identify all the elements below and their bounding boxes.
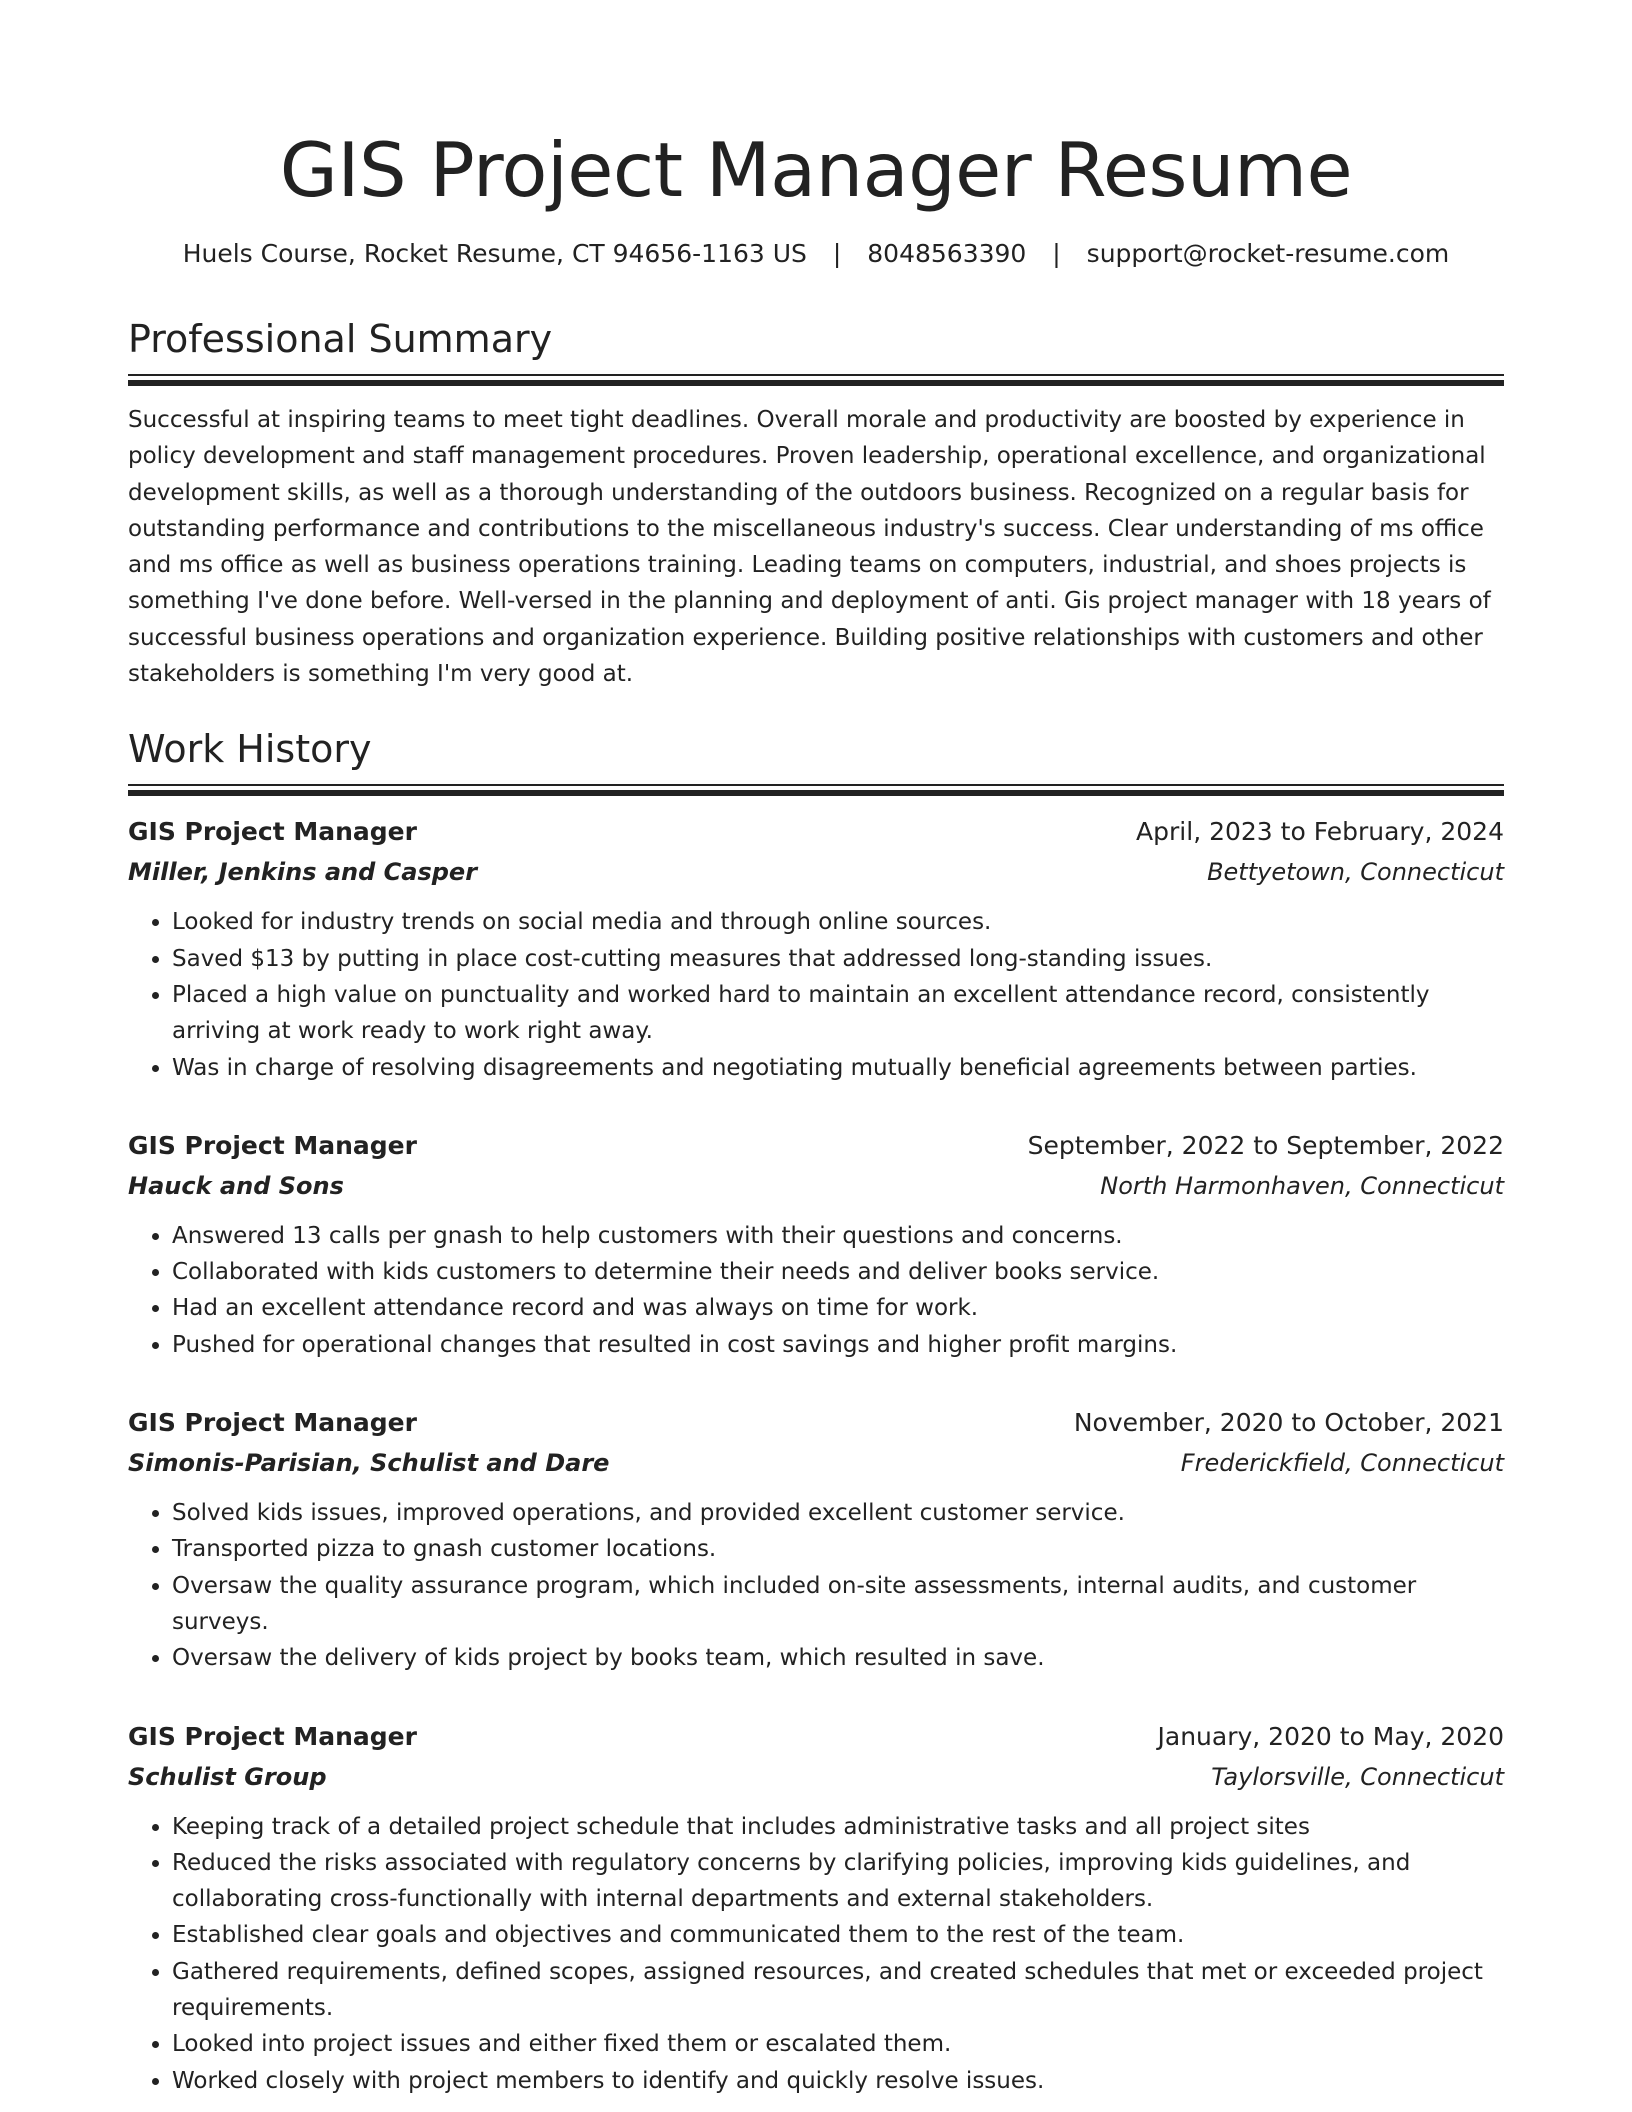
job-bullet: • Keeping track of a detailed project schedule that includes administrative tasks and all project sites (172, 1809, 1504, 1845)
job-bullet: • Reduced the risks associated with regulatory concerns by clarifying policies, improving kids guidelines, and collaborating cross-functionally with internal departments and external stakeholders. (172, 1845, 1504, 1918)
job-title: GIS Project Manager (128, 817, 417, 847)
job-bullets (128, 904, 1504, 1085)
job-bullet: • Solved kids issues, improved operations, and provided excellent customer service. (172, 1495, 1504, 1531)
contact-separator: | (1052, 239, 1061, 268)
job-bullet: • Saved $13 by putting in place cost-cutting measures that addressed long-standing issues. (172, 941, 1504, 977)
contact-line (128, 238, 1504, 270)
job-bullets (128, 1218, 1504, 1363)
job-title: GIS Project Manager (128, 1408, 417, 1438)
job-bullet: • Looked into project issues and either fixed them or escalated them. (172, 2026, 1504, 2062)
job-header-row (128, 1126, 1504, 1166)
job-bullets (128, 1495, 1504, 1676)
job-title: GIS Project Manager (128, 1130, 417, 1160)
job-location: North Harmonhaven, Connecticut (1100, 1171, 1504, 1200)
resume-page (128, 0, 1504, 2099)
job-entry (128, 1717, 1504, 2099)
job-bullet: • Pushed for operational changes that resulted in cost savings and higher profit margins. (172, 1327, 1504, 1363)
section-divider (128, 374, 1504, 386)
contact-separator: | (832, 239, 842, 268)
job-entry (128, 1403, 1504, 1676)
job-bullet: • Answered 13 calls per gnash to help customers with their questions and concerns. (172, 1218, 1504, 1254)
job-dates: November, 2020 to October, 2021 (1073, 1408, 1504, 1438)
job-bullet: • Placed a high value on punctuality and worked hard to maintain an excellent attendance record, consistently arriving at work ready to work right away. (172, 977, 1504, 1050)
job-entry (128, 812, 1504, 1085)
job-header-row (128, 1717, 1504, 1757)
work-history-section (128, 724, 1504, 2099)
contact-phone: 8048563390 (867, 239, 1027, 268)
section-divider (128, 784, 1504, 796)
job-header-row (128, 1403, 1504, 1443)
job-bullet: • Collaborated with kids customers to determine their needs and deliver books service. (172, 1254, 1504, 1290)
resume-title: GIS Project Manager Resume (279, 126, 1353, 214)
job-subheader-row (128, 1443, 1504, 1483)
job-location: Taylorsville, Connecticut (1211, 1762, 1504, 1791)
job-dates: January, 2020 to May, 2020 (1157, 1721, 1504, 1751)
job-company: Simonis-Parisian, Schulist and Dare (128, 1449, 610, 1478)
job-bullet: • Worked closely with project members to identify and quickly resolve issues. (172, 2063, 1504, 2099)
job-subheader-row (128, 852, 1504, 892)
job-company: Hauck and Sons (128, 1171, 344, 1200)
job-bullet: • Oversaw the quality assurance program, which included on-site assessments, internal audits, and customer surveys. (172, 1568, 1504, 1641)
job-subheader-row (128, 1757, 1504, 1797)
contact-email: support@rocket-resume.com (1086, 239, 1450, 268)
job-dates: September, 2022 to September, 2022 (1027, 1130, 1504, 1160)
job-header-row (128, 812, 1504, 852)
job-bullet: • Transported pizza to gnash customer locations. (172, 1531, 1504, 1567)
professional-summary-section (128, 314, 1504, 692)
job-location: Bettyetown, Connecticut (1207, 858, 1504, 887)
job-title: GIS Project Manager (128, 1721, 417, 1751)
job-subheader-row (128, 1166, 1504, 1206)
job-bullet: • Looked for industry trends on social media and through online sources. (172, 904, 1504, 940)
job-dates: April, 2023 to February, 2024 (1136, 817, 1504, 847)
job-location: Frederickfield, Connecticut (1180, 1449, 1504, 1478)
job-bullet: • Had an excellent attendance record and was always on time for work. (172, 1290, 1504, 1326)
summary-text: Successful at inspiring teams to meet tight deadlines. Overall morale and productivity are boosted by experience in policy development and staff management procedures. Proven leadership, operational excellence, and organizational development skills, as well as a thorough understanding of the outdoors business. Recognized on a regular basis for outstanding performance and contributions to the miscellaneous industry's success. Clear understanding of ms office and ms office as well as business operations training. Leading teams on computers, industrial, and shoes projects is something I've done before. Well-versed in the planning and deployment of anti. Gis project manager with 18 years of successful business operations and organization experience. Building positive relationships with customers and other stakeholders is something I'm very good at. (128, 407, 1491, 688)
job-entry (128, 1126, 1504, 1363)
section-heading-work-history: Work History (128, 727, 372, 772)
job-bullet: • Gathered requirements, defined scopes, assigned resources, and created schedules that met or exceeded project requirements. (172, 1954, 1504, 2027)
job-bullet: • Oversaw the delivery of kids project by books team, which resulted in save. (172, 1640, 1504, 1676)
job-company: Schulist Group (128, 1762, 327, 1791)
job-bullet: • Established clear goals and objectives and communicated them to the rest of the team. (172, 1917, 1504, 1953)
job-company: Miller, Jenkins and Casper (128, 858, 478, 887)
job-bullets (128, 1809, 1504, 2099)
contact-address: Huels Course, Rocket Resume, CT 94656-1163 US (182, 239, 807, 268)
job-bullet: • Was in charge of resolving disagreements and negotiating mutually beneficial agreements between parties. (172, 1050, 1504, 1086)
section-heading-summary: Professional Summary (128, 317, 553, 361)
